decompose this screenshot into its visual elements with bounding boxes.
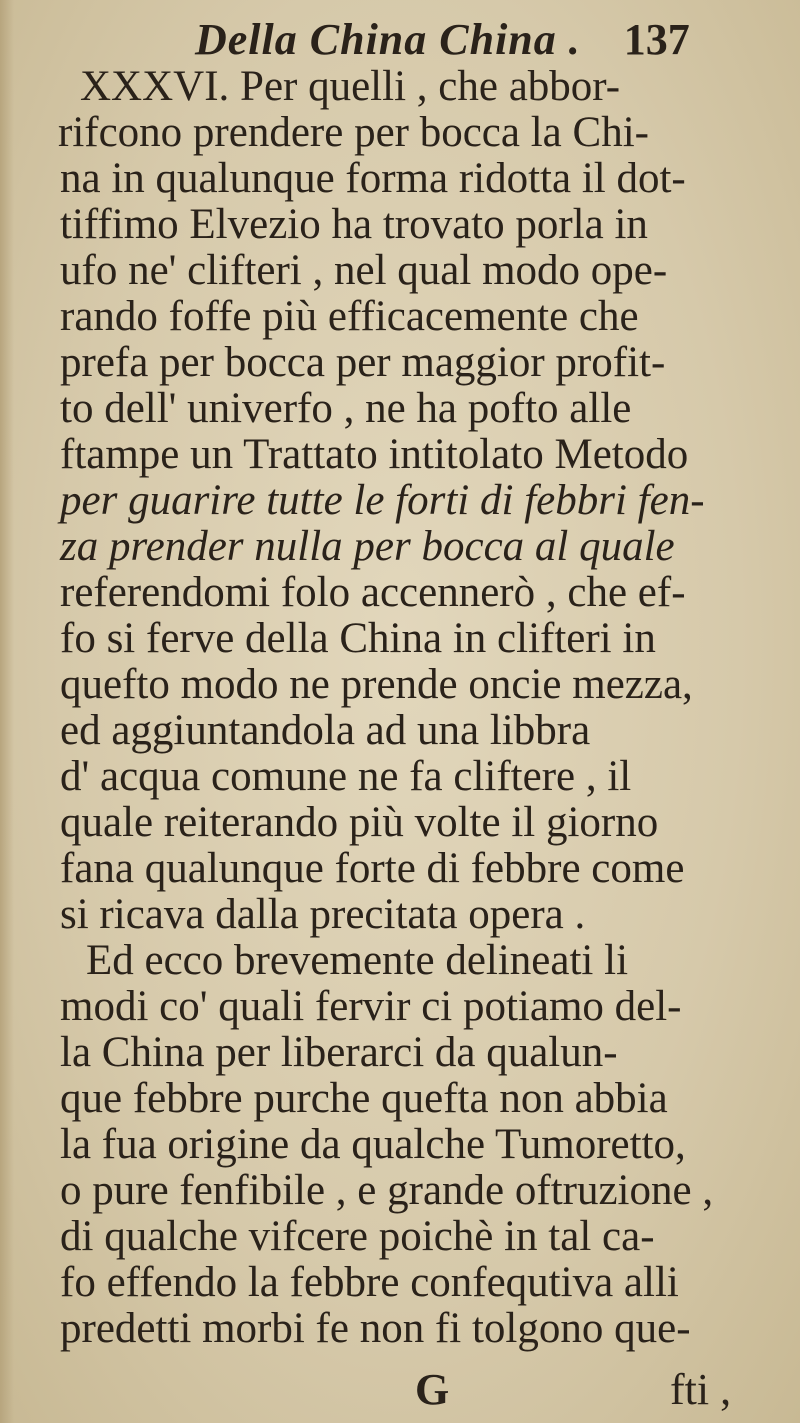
text-line: ufo ne' clifteri , nel qual modo ope- <box>60 247 668 294</box>
page-footer <box>0 1362 800 1418</box>
text-line: di qualche vifcere poichè in tal ca- <box>60 1213 655 1260</box>
text-line: XXXVI. Per quelli , che abbor- <box>80 63 621 110</box>
text-line: na in qualunque forma ridotta il dot- <box>60 155 686 202</box>
catchword: fti , <box>670 1365 732 1414</box>
text-line: fana qualunque forte di febbre come <box>60 845 685 892</box>
text-line: tiffimo Elvezio ha trovato porla in <box>60 201 648 248</box>
text-line: la fua origine da qualche Tumoretto, <box>60 1121 686 1168</box>
text-line: quale reiterando più volte il giorno <box>60 799 659 846</box>
text-line: predetti morbi fe non fi tolgono que- <box>60 1305 691 1352</box>
text-line: rifcono prendere per bocca la Chi- <box>58 109 649 156</box>
text-line: si ricava dalla precitata opera . <box>60 891 586 938</box>
text-line: fo si ferve della China in clifteri in <box>60 615 656 662</box>
text-line: prefa per bocca per maggior profit- <box>60 339 666 386</box>
text-line: que febbre purche quefta non abbia <box>60 1075 668 1122</box>
text-line: rando foffe più efficacemente che <box>60 293 639 340</box>
text-line: quefto modo ne prende oncie mezza, <box>60 661 693 708</box>
text-line: za prender nulla per bocca al quale <box>60 523 675 570</box>
text-line: ftampe un Trattato intitolato Metodo <box>60 431 689 478</box>
text-line: d' acqua comune ne fa cliftere , il <box>60 753 632 800</box>
text-line: la China per liberarci da qualun- <box>60 1029 618 1076</box>
text-line: o pure fenfibile , e grande oftruzione , <box>60 1167 714 1214</box>
running-title: Della China China . <box>195 15 581 64</box>
text-line: Ed ecco brevemente delineati li <box>86 937 629 984</box>
text-line: to dell' univerfo , ne ha pofto alle <box>60 385 632 432</box>
text-line: ed aggiuntandola ad una libbra <box>60 707 591 754</box>
text-line: referendomi folo accennerò , che ef- <box>60 569 686 616</box>
signature-mark: G <box>415 1365 450 1414</box>
text-line: fo effendo la febbre confequtiva alli <box>60 1259 679 1306</box>
text-line: per guarire tutte le forti di febbri fen- <box>60 477 705 524</box>
text-line: modi co' quali fervir ci potiamo del- <box>60 983 682 1030</box>
page-number: 137 <box>623 15 690 64</box>
